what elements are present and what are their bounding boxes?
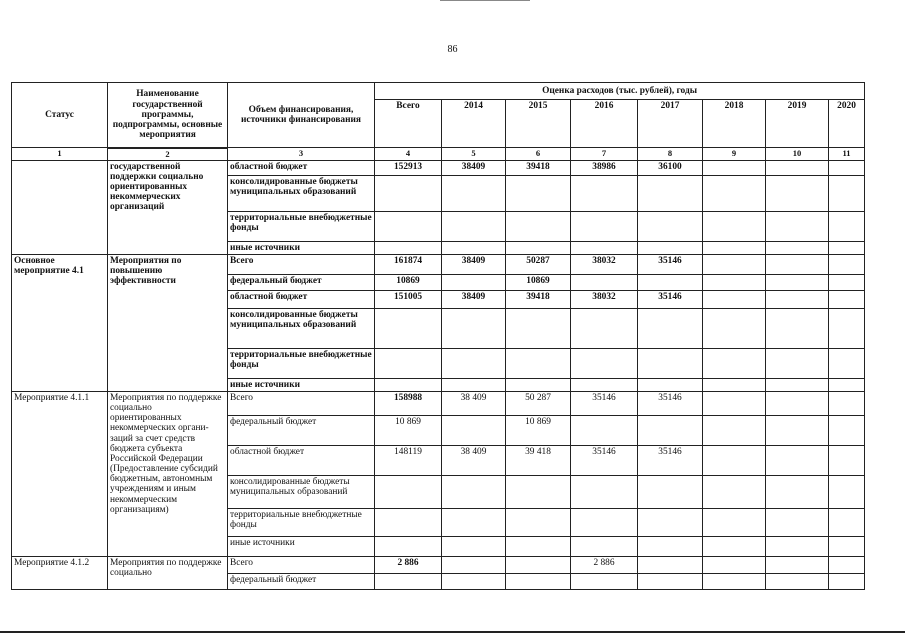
value-cell	[766, 391, 829, 415]
column-number: 7	[571, 148, 638, 161]
value-cell	[638, 556, 703, 573]
value-cell	[571, 175, 638, 211]
value-cell	[375, 348, 442, 378]
value-cell	[571, 508, 638, 536]
value-cell	[442, 475, 506, 508]
value-cell	[571, 308, 638, 348]
bottom-edge-rule	[0, 631, 905, 633]
value-cell	[703, 211, 766, 241]
header-name: Наименование государственной программы, подпрограммы, основные мероприятия	[108, 83, 228, 148]
value-cell	[571, 415, 638, 445]
value-cell: 35146	[638, 391, 703, 415]
source-cell: областной бюджет	[228, 160, 375, 175]
value-cell: 35146	[571, 391, 638, 415]
value-cell	[638, 378, 703, 391]
value-cell	[766, 556, 829, 573]
value-cell	[703, 391, 766, 415]
value-cell: 158988	[375, 391, 442, 415]
value-cell	[829, 348, 865, 378]
value-cell	[703, 290, 766, 308]
value-cell	[571, 475, 638, 508]
value-cell: 38 409	[442, 391, 506, 415]
value-cell: 38986	[571, 160, 638, 175]
top-edge-rule	[440, 0, 530, 1]
value-cell: 38032	[571, 290, 638, 308]
column-number: 5	[442, 148, 506, 161]
value-cell	[442, 415, 506, 445]
column-number: 6	[506, 148, 571, 161]
value-cell	[375, 508, 442, 536]
value-cell	[703, 241, 766, 254]
value-cell	[571, 348, 638, 378]
value-cell	[829, 536, 865, 556]
value-cell	[442, 556, 506, 573]
value-cell	[442, 536, 506, 556]
status-cell: Основное мероприятие 4.1	[12, 254, 108, 391]
value-cell: 38409	[442, 290, 506, 308]
value-cell	[829, 508, 865, 536]
source-cell: федеральный бюджет	[228, 274, 375, 290]
value-cell	[506, 348, 571, 378]
value-cell	[703, 556, 766, 573]
header-year: 2017	[638, 100, 703, 148]
column-number: 10	[766, 148, 829, 161]
value-cell	[442, 211, 506, 241]
value-cell	[766, 160, 829, 175]
source-cell: территориальные внебюджетные фонды	[228, 508, 375, 536]
value-cell	[829, 445, 865, 475]
header-estimate: Оценка расходов (тыс. рублей), годы	[375, 83, 865, 100]
value-cell	[506, 211, 571, 241]
value-cell: 36100	[638, 160, 703, 175]
source-cell: консолидированные бюджеты муниципальных образований	[228, 475, 375, 508]
value-cell	[638, 175, 703, 211]
value-cell: 39 418	[506, 445, 571, 475]
source-cell: территориальные внебюджетные фонды	[228, 211, 375, 241]
budget-table	[11, 82, 865, 590]
value-cell	[506, 508, 571, 536]
table-row	[12, 254, 865, 274]
value-cell	[442, 378, 506, 391]
value-cell	[442, 308, 506, 348]
source-cell: иные источники	[228, 536, 375, 556]
name-cell: Мероприятия по повышению эффективности	[108, 254, 228, 391]
page-number: 86	[447, 44, 458, 55]
value-cell	[703, 274, 766, 290]
value-cell	[571, 536, 638, 556]
value-cell	[638, 573, 703, 589]
source-cell: иные источники	[228, 241, 375, 254]
value-cell	[829, 274, 865, 290]
header-status: Статус	[12, 83, 108, 148]
column-number: 9	[703, 148, 766, 161]
value-cell	[766, 415, 829, 445]
value-cell	[506, 308, 571, 348]
value-cell	[375, 241, 442, 254]
value-cell	[766, 475, 829, 508]
value-cell	[375, 175, 442, 211]
column-number: 2	[108, 148, 228, 161]
value-cell	[638, 536, 703, 556]
value-cell: 38409	[442, 254, 506, 274]
header-year: 2016	[571, 100, 638, 148]
value-cell	[703, 175, 766, 211]
header-year: 2014	[442, 100, 506, 148]
value-cell	[829, 290, 865, 308]
source-cell: областной бюджет	[228, 445, 375, 475]
value-cell: 50287	[506, 254, 571, 274]
value-cell	[829, 308, 865, 348]
column-number: 11	[829, 148, 865, 161]
value-cell: 10 869	[375, 415, 442, 445]
value-cell	[638, 274, 703, 290]
column-number: 1	[12, 148, 108, 161]
column-number: 3	[228, 148, 375, 161]
header-source: Объем финансирования, источники финансирования	[228, 83, 375, 148]
header-year: 2015	[506, 100, 571, 148]
status-cell: Мероприятие 4.1.2	[12, 556, 108, 589]
value-cell	[638, 508, 703, 536]
value-cell	[766, 508, 829, 536]
value-cell: 35146	[638, 290, 703, 308]
header-year: 2020	[829, 100, 865, 148]
value-cell	[766, 536, 829, 556]
header-year: 2019	[766, 100, 829, 148]
value-cell	[766, 274, 829, 290]
value-cell	[638, 475, 703, 508]
source-cell: иные источники	[228, 378, 375, 391]
value-cell	[506, 475, 571, 508]
source-cell: областной бюджет	[228, 290, 375, 308]
value-cell	[703, 508, 766, 536]
value-cell	[766, 308, 829, 348]
value-cell	[766, 348, 829, 378]
value-cell	[506, 556, 571, 573]
column-numbers-row	[12, 148, 865, 161]
table-row	[12, 391, 865, 415]
value-cell	[375, 378, 442, 391]
value-cell	[506, 378, 571, 391]
value-cell	[703, 308, 766, 348]
value-cell	[829, 254, 865, 274]
value-cell	[766, 175, 829, 211]
value-cell	[442, 175, 506, 211]
source-cell: консолидированные бюджеты муниципальных образований	[228, 175, 375, 211]
source-cell: Всего	[228, 391, 375, 415]
source-cell: консолидированные бюджеты муниципальных образований	[228, 308, 375, 348]
value-cell: 50 287	[506, 391, 571, 415]
value-cell	[829, 475, 865, 508]
value-cell: 2 886	[375, 556, 442, 573]
source-cell: Всего	[228, 254, 375, 274]
value-cell	[829, 556, 865, 573]
value-cell	[638, 308, 703, 348]
value-cell	[703, 573, 766, 589]
value-cell: 35146	[638, 254, 703, 274]
value-cell	[375, 211, 442, 241]
value-cell	[703, 445, 766, 475]
value-cell: 38 409	[442, 445, 506, 475]
source-cell: территориальные внебюджетные фонды	[228, 348, 375, 378]
value-cell	[638, 415, 703, 445]
value-cell	[375, 475, 442, 508]
table-body	[12, 83, 865, 590]
value-cell	[703, 536, 766, 556]
value-cell: 152913	[375, 160, 442, 175]
value-cell: 39418	[506, 160, 571, 175]
value-cell	[506, 175, 571, 211]
value-cell	[571, 274, 638, 290]
value-cell	[829, 391, 865, 415]
value-cell	[766, 241, 829, 254]
value-cell	[442, 573, 506, 589]
name-cell: Мероприятия по поддержке социально	[108, 556, 228, 589]
value-cell	[766, 445, 829, 475]
table-row	[12, 556, 865, 573]
value-cell: 35146	[571, 445, 638, 475]
value-cell	[703, 254, 766, 274]
value-cell	[571, 241, 638, 254]
column-number: 8	[638, 148, 703, 161]
value-cell	[829, 415, 865, 445]
value-cell	[571, 573, 638, 589]
value-cell: 161874	[375, 254, 442, 274]
value-cell: 10869	[375, 274, 442, 290]
value-cell	[766, 211, 829, 241]
status-cell: Мероприятие 4.1.1	[12, 391, 108, 556]
value-cell	[375, 536, 442, 556]
name-cell: государственной поддержки социально ориентированных некоммерческих организаций	[108, 160, 228, 254]
value-cell: 39418	[506, 290, 571, 308]
value-cell	[442, 348, 506, 378]
value-cell	[703, 475, 766, 508]
value-cell: 38409	[442, 160, 506, 175]
value-cell	[829, 378, 865, 391]
value-cell	[766, 290, 829, 308]
status-cell	[12, 160, 108, 254]
value-cell: 10 869	[506, 415, 571, 445]
value-cell: 38032	[571, 254, 638, 274]
value-cell: 2 886	[571, 556, 638, 573]
name-cell: Мероприятия по поддержке социально ориентированных некоммерческих органи-заций за счет средств бюджета субъекта Российской Федерации (Предоставление субсидий бюджетным, автономным учреждениям и иным некоммерческим организациям)	[108, 391, 228, 556]
value-cell	[766, 573, 829, 589]
source-cell: федеральный бюджет	[228, 415, 375, 445]
table-row	[12, 160, 865, 175]
value-cell	[375, 573, 442, 589]
value-cell	[829, 573, 865, 589]
value-cell	[638, 211, 703, 241]
value-cell	[703, 348, 766, 378]
value-cell	[766, 378, 829, 391]
value-cell	[703, 415, 766, 445]
value-cell	[442, 241, 506, 254]
source-cell: Всего	[228, 556, 375, 573]
value-cell	[703, 378, 766, 391]
value-cell	[766, 254, 829, 274]
value-cell	[638, 241, 703, 254]
value-cell: 35146	[638, 445, 703, 475]
value-cell: 10869	[506, 274, 571, 290]
value-cell	[506, 573, 571, 589]
value-cell	[829, 175, 865, 211]
value-cell	[829, 211, 865, 241]
column-number: 4	[375, 148, 442, 161]
value-cell	[442, 274, 506, 290]
value-cell	[442, 508, 506, 536]
value-cell: 151005	[375, 290, 442, 308]
header-year: 2018	[703, 100, 766, 148]
value-cell	[703, 160, 766, 175]
value-cell	[571, 211, 638, 241]
value-cell: 148119	[375, 445, 442, 475]
value-cell	[571, 378, 638, 391]
value-cell	[506, 241, 571, 254]
header-year: Всего	[375, 100, 442, 148]
value-cell	[375, 308, 442, 348]
value-cell	[506, 536, 571, 556]
value-cell	[829, 241, 865, 254]
source-cell: федеральный бюджет	[228, 573, 375, 589]
value-cell	[829, 160, 865, 175]
value-cell	[638, 348, 703, 378]
